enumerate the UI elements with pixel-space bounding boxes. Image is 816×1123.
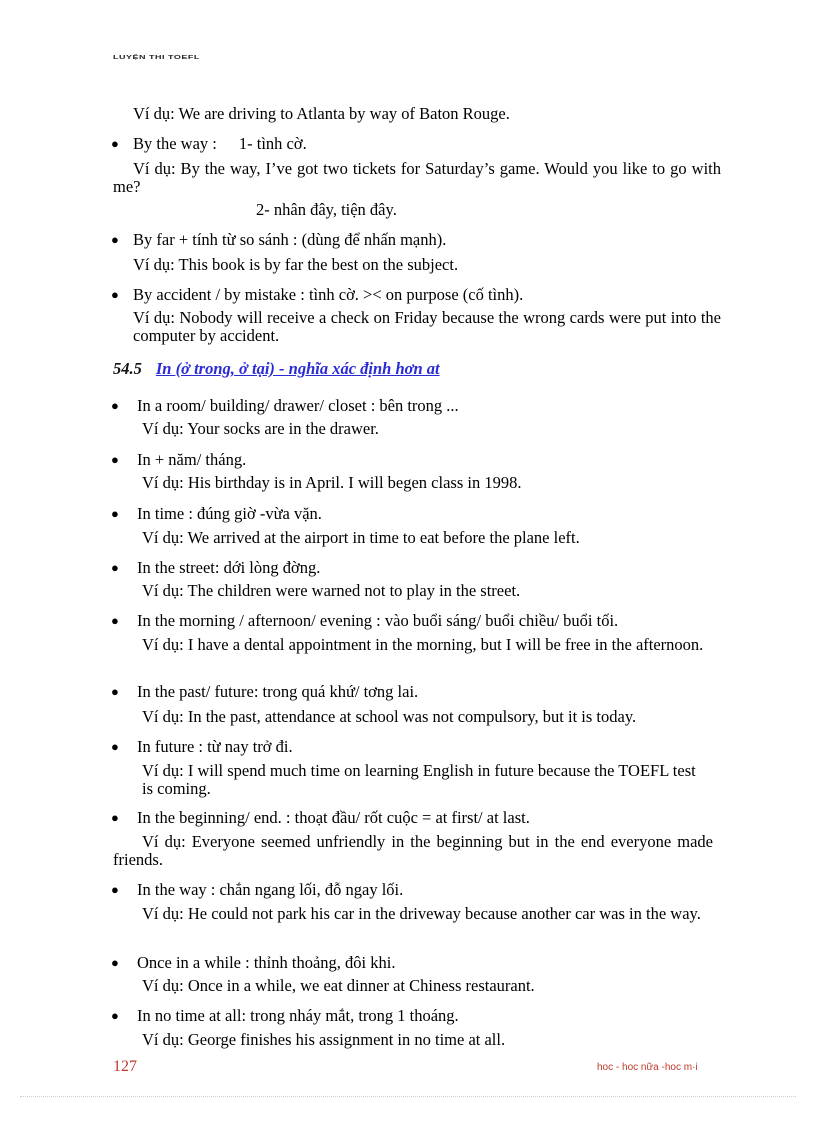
example-text: Ví dụ: Once in a while, we eat dinner at Chiness restaurant. [142, 976, 535, 995]
section-heading [113, 359, 440, 379]
bullet-icon: ● [111, 955, 119, 970]
sense-text: 2- nhân đây, tiện đây. [256, 200, 397, 219]
bullet-icon: ● [111, 136, 119, 151]
example-text: Ví dụ: Your socks are in the drawer. [142, 419, 379, 438]
bullet-icon: ● [111, 613, 119, 628]
page-bottom-divider [20, 1096, 796, 1097]
term-text: By accident / by mistake : tình cờ. >< on purpose (cố tình). [133, 285, 524, 304]
bullet-icon: ● [111, 560, 119, 575]
term-text: In future : từ nay trở đi. [137, 737, 293, 756]
example-text: Ví dụ: This book is by far the best on the subject. [133, 255, 459, 274]
bullet-icon: ● [111, 684, 119, 699]
example-text: Ví dụ: I have a dental appointment in the morning, but I will be free in the afternoon. [142, 635, 704, 654]
example-text: Ví dụ: I will spend much time on learning English in future because the TOEFL test is coming. [142, 761, 696, 798]
term-text: In the past/ future: trong quá khứ/ tơng lai. [137, 682, 419, 701]
example-text: Ví dụ: In the past, attendance at school was not compulsory, but it is today. [142, 707, 637, 726]
running-header: LUYỆN THI TOEFL [113, 54, 200, 60]
term-text: In + năm/ tháng. [137, 450, 247, 469]
example-text: Ví dụ: Everyone seemed unfriendly in the beginning but in the end everyone made friends. [113, 832, 713, 869]
term-text: By the way : 1- tình cờ. [133, 134, 307, 153]
bullet-icon: ● [111, 739, 119, 754]
footer-motto: hoc - hoc nữa -hoc m·i [597, 1062, 698, 1073]
term-text: In the street: dới lòng đờng. [137, 558, 321, 577]
term-text: Once in a while : thỉnh thoảng, đôi khi. [137, 953, 396, 972]
example-text: Ví dụ: We arrived at the airport in time to eat before the plane left. [142, 528, 580, 547]
term-text: In the beginning/ end. : thoạt đầu/ rốt cuộc = at first/ at last. [137, 808, 530, 827]
example-text: Ví dụ: Nobody will receive a check on Friday because the wrong cards were put into the computer by accident. [133, 308, 721, 345]
bullet-icon: ● [111, 1008, 119, 1023]
section-title: In (ở trong, ở tại) - nghĩa xác định hơn at [155, 359, 440, 378]
term-text: In time : đúng giờ -vừa vặn. [137, 504, 322, 523]
term-text: In a room/ building/ drawer/ closet : bên trong ... [137, 396, 459, 415]
term-text: In the morning / afternoon/ evening : vào buổi sáng/ buổi chiều/ buổi tối. [137, 611, 619, 630]
example-text: Ví dụ: George finishes his assignment in no time at all. [142, 1030, 506, 1049]
bullet-icon: ● [111, 506, 119, 521]
example-text: Ví dụ: The children were warned not to play in the street. [142, 581, 521, 600]
example-text: Ví dụ: His birthday is in April. I will begen class in 1998. [142, 473, 522, 492]
example-text: Ví dụ: By the way, I’ve got two tickets for Saturday’s game. Would you like to go with me? [113, 159, 721, 196]
bullet-icon: ● [111, 882, 119, 897]
section-number: 54.5 [113, 359, 142, 378]
term-text: By far + tính từ so sánh : (dùng để nhấn mạnh). [133, 230, 447, 249]
bullet-icon: ● [111, 232, 119, 247]
bullet-icon: ● [111, 810, 119, 825]
bullet-icon: ● [111, 398, 119, 413]
term-text: In no time at all: trong nháy mắt, trong 1 thoáng. [137, 1006, 459, 1025]
term-text: In the way : chắn ngang lối, đỗ ngay lối. [137, 880, 404, 899]
bullet-icon: ● [111, 287, 119, 302]
example-text: Ví dụ: We are driving to Atlanta by way of Baton Rouge. [133, 104, 510, 123]
example-text: Ví dụ: He could not park his car in the driveway because another car was in the way. [142, 904, 701, 923]
page-number: 127 [113, 1058, 137, 1075]
bullet-icon: ● [111, 452, 119, 467]
